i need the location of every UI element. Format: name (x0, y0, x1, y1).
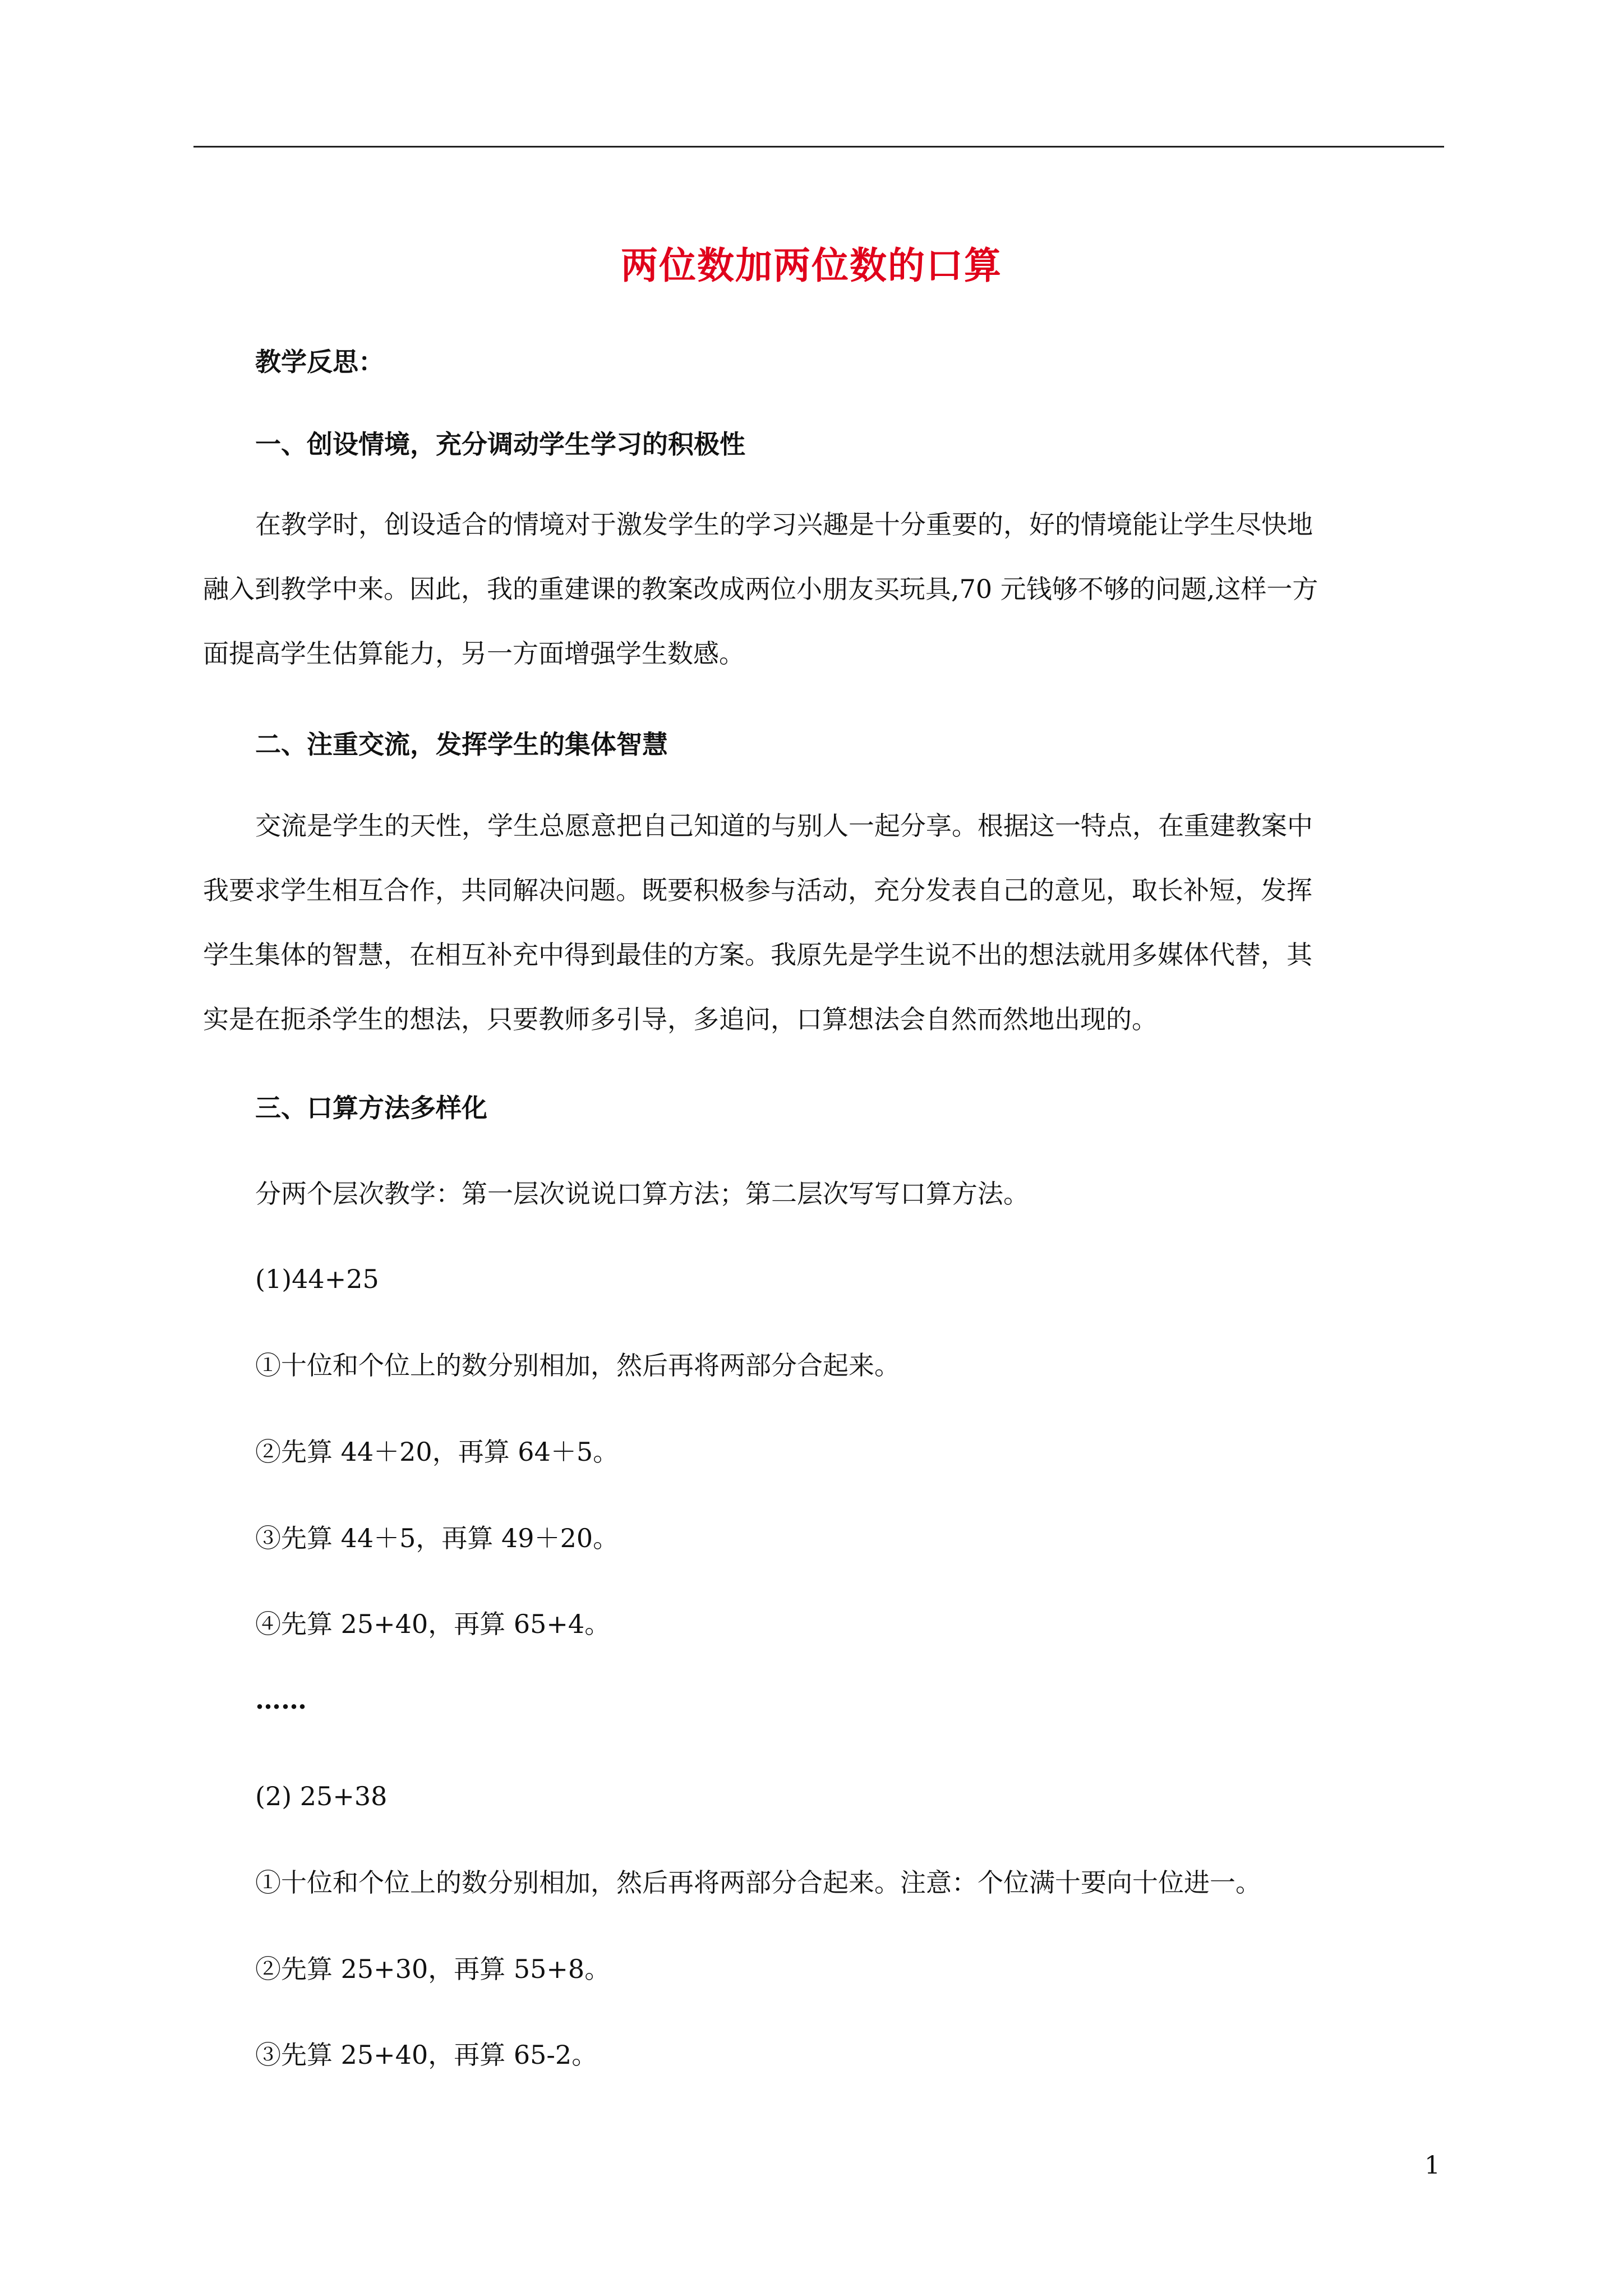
section1-heading: 一、创设情境，充分调动学生学习的积极性 (255, 429, 745, 459)
section1-paragraph (203, 493, 1444, 686)
section3-intro: 分两个层次教学：第一层次说说口算方法；第二层次写写口算方法。 (255, 1179, 1029, 1209)
reflection-label: 教学反思： (255, 347, 384, 377)
section2-heading: 二、注重交流，发挥学生的集体智慧 (255, 729, 668, 760)
example1-label: (1)44+25 (255, 1264, 379, 1294)
example2-label: (2) 25+38 (255, 1781, 388, 1811)
paragraph-line: 学生集体的智慧，在相互补充中得到最佳的方案。我原先是学生说不出的想法就用多媒体代替，其 (203, 940, 1312, 970)
page-number: 1 (1424, 2151, 1440, 2180)
paragraph-line: 实是在扼杀学生的想法，只要教师多引导，多追问，口算想法会自然而然地出现的。 (203, 1004, 1158, 1034)
example2-step: ③先算 25+40，再算 65-2。 (255, 2040, 598, 2070)
paragraph-line: 面提高学生估算能力，另一方面增强学生数感。 (203, 638, 745, 669)
paragraph-line: 融入到教学中来。因此，我的重建课的教案改成两位小朋友买玩具,70 元钱够不够的问题,这样一方 (203, 574, 1318, 604)
example2-step: ②先算 25+30，再算 55+8。 (255, 1954, 611, 1984)
paragraph-line: 我要求学生相互合作，共同解决问题。既要积极参与活动，充分发表自己的意见，取长补短，发挥 (203, 875, 1312, 905)
example1-ellipsis: …… (255, 1685, 307, 1715)
example1-step: ②先算 44＋20，再算 64＋5。 (255, 1437, 619, 1467)
example1-step: ③先算 44＋5，再算 49＋20。 (255, 1523, 619, 1553)
section2-paragraph (203, 794, 1444, 1052)
document-title: 两位数加两位数的口算 (621, 243, 1002, 287)
example1-step: ④先算 25+40，再算 65+4。 (255, 1609, 611, 1639)
paragraph-line: 在教学时，创设适合的情境对于激发学生的学习兴趣是十分重要的，好的情境能让学生尽快地 (255, 509, 1313, 540)
example2-step: ①十位和个位上的数分别相加，然后再将两部分合起来。注意：个位满十要向十位进一。 (255, 1867, 1261, 1898)
paragraph-line: 交流是学生的天性，学生总愿意把自己知道的与别人一起分享。根据这一特点，在重建教案中 (255, 811, 1313, 841)
header-rule (193, 146, 1444, 148)
section3-heading: 三、口算方法多样化 (255, 1093, 487, 1123)
example1-step: ①十位和个位上的数分别相加，然后再将两部分合起来。 (255, 1350, 900, 1381)
